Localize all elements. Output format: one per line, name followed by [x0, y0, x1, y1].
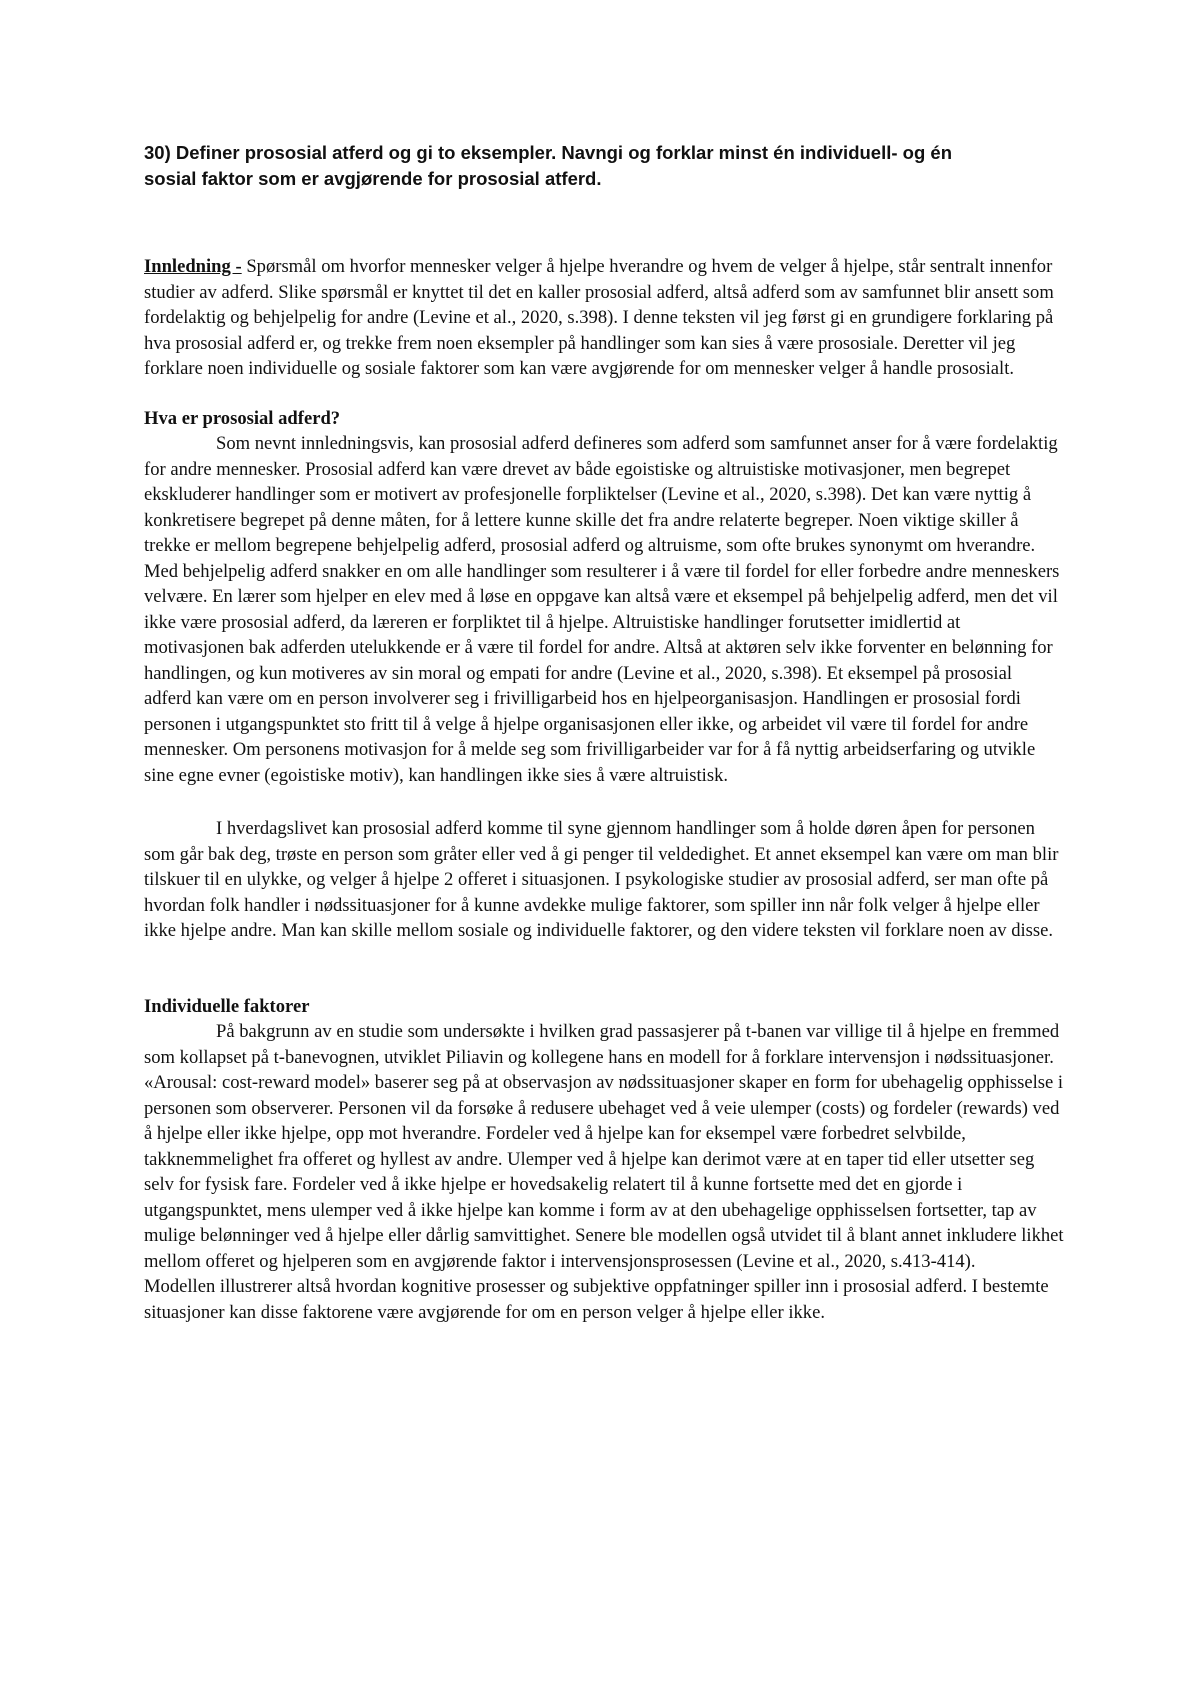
- question-title-line-2: sosial faktor som er avgjørende for prososial atferd.: [144, 168, 602, 189]
- section2-paragraph-1: På bakgrunn av en studie som undersøkte i hvilken grad passasjerer på t-banen var villige til å hjelpe en fremmed som kollapset på t-banevognen, utviklet Piliavin og kollegene hans en modell for å forklare intervensjon i nødssituasjoner. «Arousal: cost-reward model» baserer seg på at observasjon av nødssituasjoner skaper en form for ubehagelig opphisselse i personen som observerer. Personen vil da forsøke å redusere ubehaget ved å veie ulemper (costs) og fordeler (rewards) ved å hjelpe eller ikke hjelpe, opp mot hverandre. Fordeler ved å hjelpe kan for eksempel være forbedret selvbilde, takknemmelighet fra offeret og hyllest av andre. Ulemper ved å hjelpe kan derimot være at en taper tid eller utsetter seg selv for fysisk fare. Fordeler ved å ikke hjelpe er hovedsakelig relatert til å kunne fortsette med det en gjorde i utgangspunktet, mens ulemper ved å ikke hjelpe kan komme i form av at den ubehagelige opphisselsen fortsetter, tap av mulige belønninger ved å hjelpe eller dårlig samvittighet. Senere ble modellen også utvidet til å blant annet inkludere likhet mellom offeret og hjelperen som en avgjørende faktor i intervensjonsprosessen (Levine et al., 2020, s.413-414).: [144, 1021, 1064, 1272]
- section2-paragraph-2: Modellen illustrerer altså hvordan kognitive prosesser og subjektive oppfatninger spiller inn i prososial adferd. I bestemte situasjoner kan disse faktorene være avgjørende for om en person velger å hjelpe eller ikke.: [144, 1276, 1049, 1323]
- section1-paragraph-1: Som nevnt innledningsvis, kan prososial adferd defineres som adferd som samfunnet anser for å være fordelaktig for andre mennesker. Prososial adferd kan være drevet av både egoistiske og altruistiske motivasjoner, men begrepet ekskluderer handlinger som er motivert av profesjonelle forpliktelser (Levine et al., 2020, s.398). Det kan være nyttig å konkretisere begrepet på denne måten, for å lettere kunne skille det fra andre relaterte begreper. Noen viktige skiller å trekke er mellom begrepene behjelpelig adferd, prososial adferd og altruisme, som ofte brukes synonymt om hverandre. Med behjelpelig adferd snakker en om alle handlinger som resulterer i å være til fordel for eller forbedre andre menneskers velvære. En lærer som hjelper en elev med å løse en oppgave kan altså være et eksempel på behjelpelig adferd, men det vil ikke være prososial adferd, da læreren er forpliktet til å hjelpe. Altruistiske handlinger forutsetter imidlertid at motivasjonen bak adferden utelukkende er å være til fordel for andre. Altså at aktøren selv ikke forventer en belønning for handlingen, og kun motiveres av sin moral og empati for andre (Levine et al., 2020, s.398). Et eksempel på prososial adferd kan være om en person involverer seg i frivilligarbeid hos en hjelpeorganisasjon. Handlingen er prososial fordi personen i utgangspunktet sto fritt til å velge å hjelpe organisasjonen eller ikke, og arbeidet vil være til fordel for andre mennesker. Om personens motivasjon for å melde seg som frivilligarbeider var for å få nyttig arbeidserfaring og utvikle sine egne evner (egoistiske motiv), kan handlingen ikke sies å være altruistisk.: [144, 433, 1060, 786]
- section1-paragraph-2: I hverdagslivet kan prososial adferd komme til syne gjennom handlinger som å holde døren åpen for personen som går bak deg, trøste en person som gråter eller ved å gi penger til veldedighet. Et annet eksempel kan være om man blir tilskuer til en ulykke, og velger å hjelpe 2 offeret i situasjonen. I psykologiske studier av prososial adferd, ser man ofte på hvordan folk handler i nødssituasjoner for å kunne avdekke mulige faktorer, som spiller inn når folk velger å hjelpe eller ikke hjelpe andre. Man kan skille mellom sosiale og individuelle faktorer, og den videre teksten vil forklare noen av disse.: [144, 818, 1059, 941]
- intro-text: Spørsmål om hvorfor mennesker velger å hjelpe hverandre og hvem de velger å hjelpe, står sentralt innenfor studier av adferd. Slike spørsmål er knyttet til det en kaller prososial adferd, altså adferd som av samfunnet blir ansett som fordelaktig og behjelpelig for andre (Levine et al., 2020, s.398). I denne teksten vil jeg først gi en grundigere forklaring på hva prososial adferd er, og trekke frem noen eksempler på handlinger som kan sies å være prososiale. Deretter vil jeg forklare noen individuelle og sosiale faktorer som kan være avgjørende for om mennesker velger å handle prososialt.: [144, 256, 1054, 379]
- intro-paragraph: [144, 254, 1064, 382]
- section-heading-prososial-adferd: Hva er prososial adferd?: [144, 407, 341, 429]
- document-page: [144, 140, 1064, 1325]
- question-title-line-1: 30) Definer prososial atferd og gi to eksempler. Navngi og forklar minst én individuell- og én: [144, 142, 952, 163]
- section-heading-individuelle-faktorer: Individuelle faktorer: [144, 995, 310, 1017]
- spacer: [144, 382, 1064, 406]
- spacer: [144, 192, 1064, 254]
- spacer: [144, 788, 1064, 816]
- question-title: [144, 140, 1064, 192]
- spacer: [144, 944, 1064, 994]
- intro-heading: Innledning -: [144, 256, 242, 277]
